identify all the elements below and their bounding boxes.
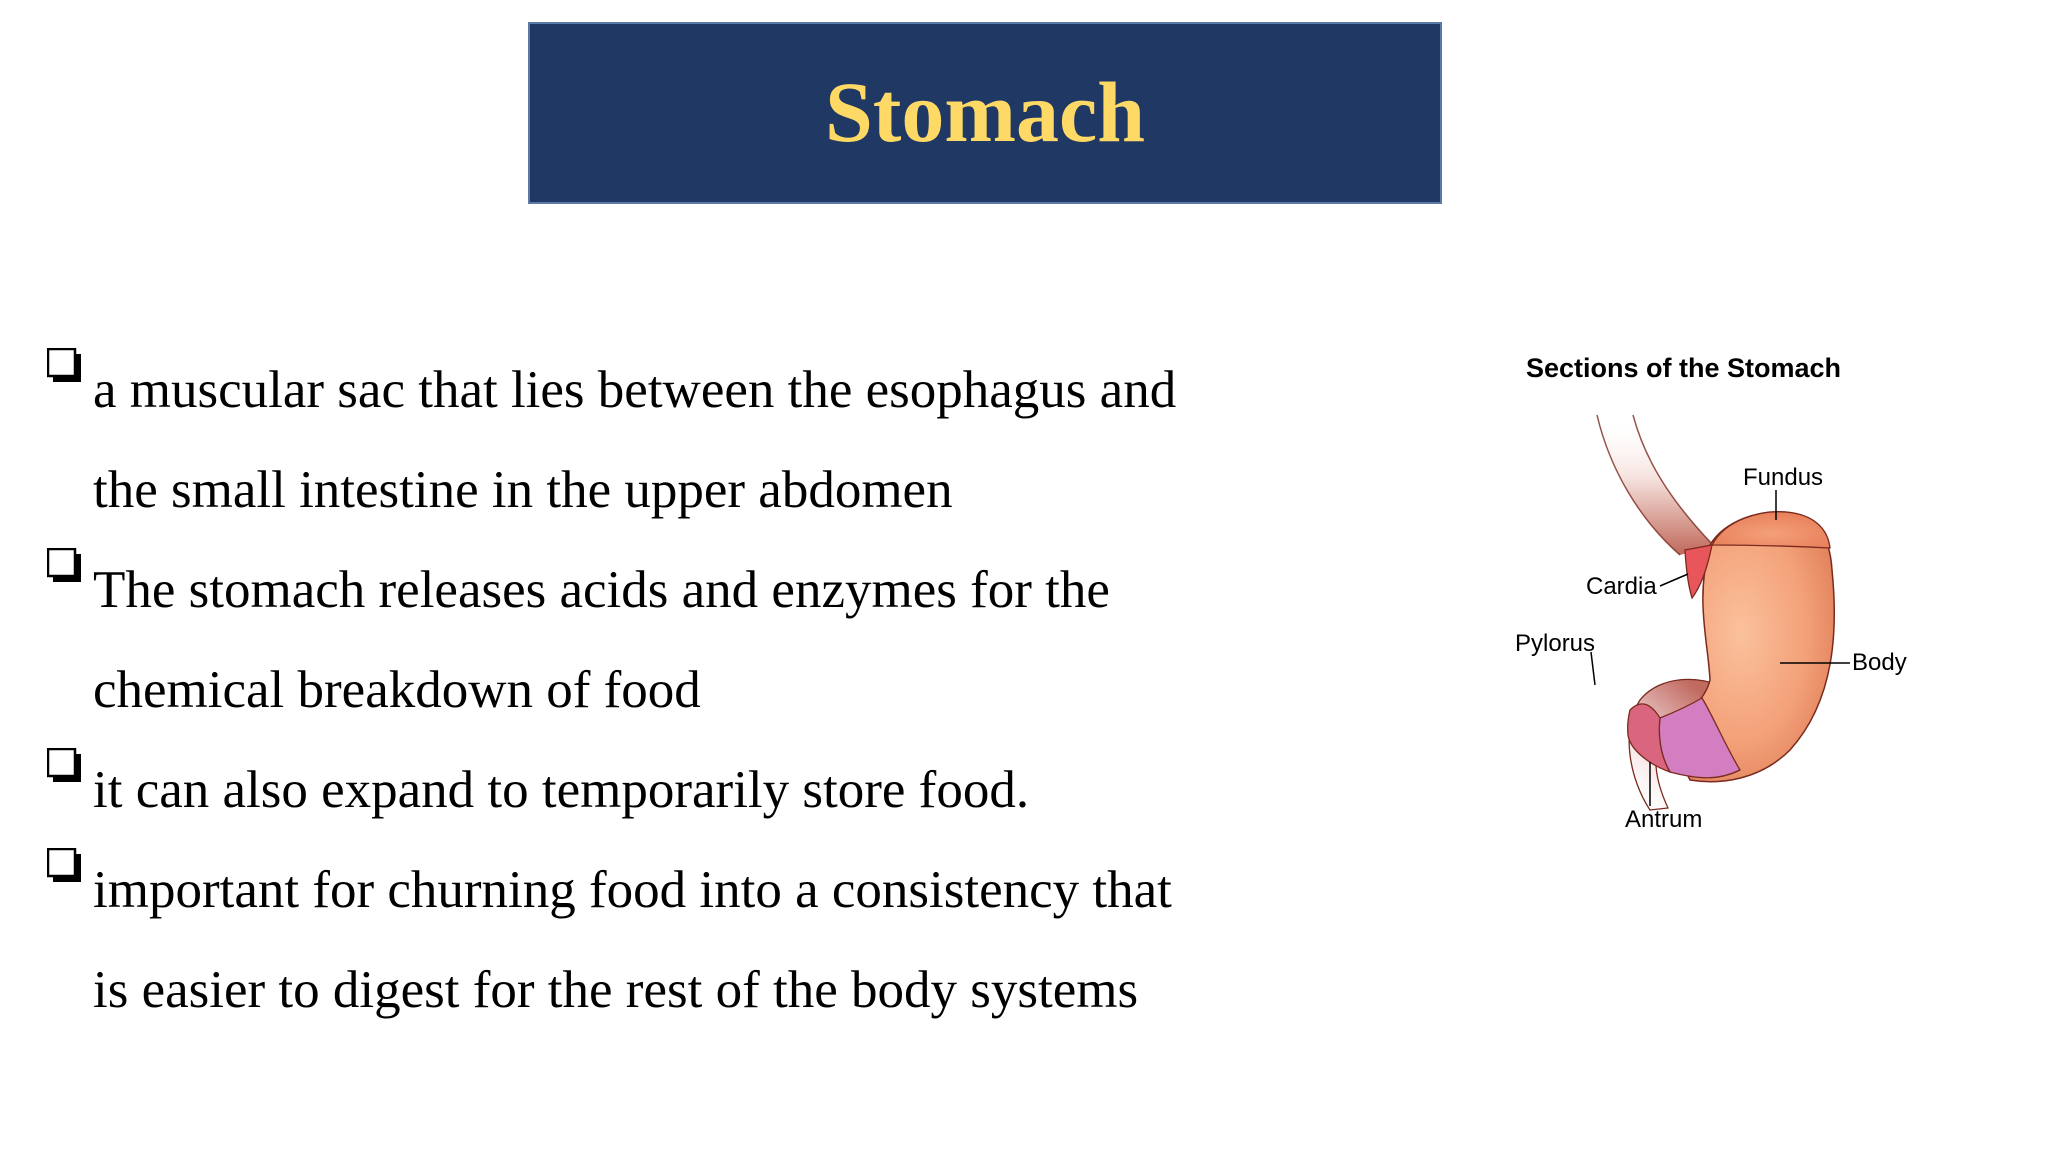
fundus-region bbox=[1712, 512, 1830, 548]
bullet-text: chemical breakdown of food bbox=[93, 661, 701, 719]
cardia-leader-line bbox=[1660, 574, 1688, 586]
bullet-text: The stomach releases acids and enzymes for the bbox=[93, 561, 1110, 619]
diagram-title: Sections of the Stomach bbox=[1526, 353, 1842, 383]
bullet-list bbox=[45, 340, 1345, 1040]
label-body: Body bbox=[1852, 649, 1907, 676]
shadowed-square-bullet-icon bbox=[47, 748, 81, 782]
shadowed-square-bullet-icon bbox=[47, 348, 81, 382]
bullet-item bbox=[45, 840, 1345, 1040]
bullet-text: the small intestine in the upper abdomen bbox=[93, 461, 953, 519]
esophagus-shape bbox=[1597, 415, 1713, 555]
shadowed-square-bullet-icon bbox=[47, 848, 81, 882]
label-pylorus: Pylorus bbox=[1515, 630, 1596, 657]
bullet-text: a muscular sac that lies between the esophagus and bbox=[93, 361, 1177, 419]
shadowed-square-bullet-icon bbox=[47, 548, 81, 582]
bullet-text: important for churning food into a consistency that bbox=[93, 861, 1172, 919]
stomach-diagram bbox=[1490, 340, 1970, 860]
title-banner bbox=[528, 22, 1442, 204]
stomach-illustration bbox=[1490, 340, 1970, 860]
bullet-item bbox=[45, 540, 1345, 740]
label-fundus: Fundus bbox=[1743, 464, 1824, 491]
bullet-text: is easier to digest for the rest of the body systems bbox=[93, 961, 1139, 1019]
bullet-item bbox=[45, 740, 1345, 840]
bullet-text: it can also expand to temporarily store food. bbox=[93, 761, 1030, 819]
bullet-item bbox=[45, 340, 1345, 540]
label-cardia: Cardia bbox=[1586, 573, 1657, 600]
label-antrum: Antrum bbox=[1625, 806, 1703, 833]
slide-title: Stomach bbox=[824, 64, 1146, 160]
